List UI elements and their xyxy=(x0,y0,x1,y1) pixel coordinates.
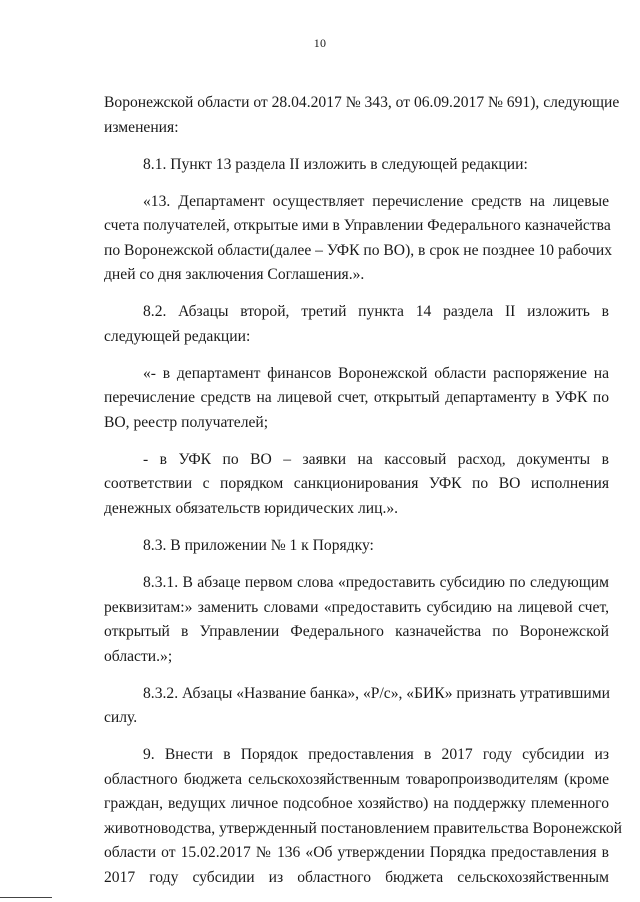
document-body xyxy=(104,91,622,890)
paragraph-quote-ufk xyxy=(104,448,609,522)
page-number: 10 xyxy=(313,36,327,50)
text-line: следующей редакции: xyxy=(104,327,251,345)
text-line: «13. Департамент осуществляет перечисление средств на лицевые xyxy=(143,192,609,210)
paragraph-quote-13 xyxy=(104,190,613,288)
text-line: 8.2. Абзацы второй, третий пункта 14 раздела II изложить в xyxy=(143,303,609,321)
text-line: денежных обязательств юридических лиц.». xyxy=(104,499,399,517)
text-line: 8.1. Пункт 13 раздела II изложить в следующей редакции: xyxy=(143,155,528,173)
paragraph-8-3-1 xyxy=(104,571,609,669)
paragraph-8-3 xyxy=(104,534,609,559)
text-line: ВО, реестр получателей; xyxy=(104,413,269,431)
text-line: счета получателей, открытые ими в Управлении Федерального казначейства xyxy=(104,217,611,235)
text-line: силу. xyxy=(104,709,138,727)
paragraph-8-2 xyxy=(104,300,609,349)
text-line: 2017 году субсидии из областного бюджета сельскохозяйственным xyxy=(104,868,609,886)
text-line: 8.3.2. Абзацы «Название банка», «Р/с», «БИК» признать утратившими xyxy=(143,684,610,702)
text-line: открытый в Управлении Федерального казначейства по Воронежской xyxy=(104,623,609,641)
paragraph-8-3-2 xyxy=(104,682,609,731)
text-line: 8.3. В приложении № 1 к Порядку: xyxy=(143,537,374,555)
text-line: изменения: xyxy=(104,118,179,136)
text-line: «- в департамент финансов Воронежской области распоряжение на xyxy=(143,364,609,382)
scan-edge-rule xyxy=(0,897,52,898)
paragraph-quote-finance-dept xyxy=(104,362,609,436)
text-line: области от 15.02.2017 № 136 «Об утверждении Порядка предоставления в xyxy=(104,844,609,862)
text-line: по Воронежской области(далее – УФК по ВО), в срок не позднее 10 рабочих xyxy=(104,241,613,259)
text-line: областного бюджета сельскохозяйственным товаропроизводителям (кроме xyxy=(104,770,609,788)
text-line: Воронежской области от 28.04.2017 № 343, от 06.09.2017 № 691), следующие xyxy=(104,94,620,111)
text-line: 9. Внести в Порядок предоставления в 2017 году субсидии из xyxy=(143,746,609,764)
text-line: реквизитам:» заменить словами «предоставить субсидию на лицевой счет, xyxy=(104,598,609,616)
text-line: дней со дня заключения Соглашения.». xyxy=(104,266,365,284)
text-line: 8.3.1. В абзаце первом слова «предоставить субсидию по следующим xyxy=(143,574,609,592)
text-line: соответствии с порядком санкционирования УФК по ВО исполнения xyxy=(104,475,609,493)
text-line: граждан, ведущих личное подсобное хозяйство) на поддержку племенного xyxy=(104,795,609,813)
text-line: перечисление средств на лицевой счет, открытый департаменту в УФК по xyxy=(104,389,609,407)
paragraph-9 xyxy=(104,743,622,890)
text-line: области.»; xyxy=(104,647,173,665)
paragraph-continuation xyxy=(104,91,620,140)
text-line: - в УФК по ВО – заявки на кассовый расход, документы в xyxy=(143,450,609,468)
text-line: животноводства, утвержденный постановлением правительства Воронежской xyxy=(104,819,622,837)
paragraph-8-1 xyxy=(104,153,609,178)
